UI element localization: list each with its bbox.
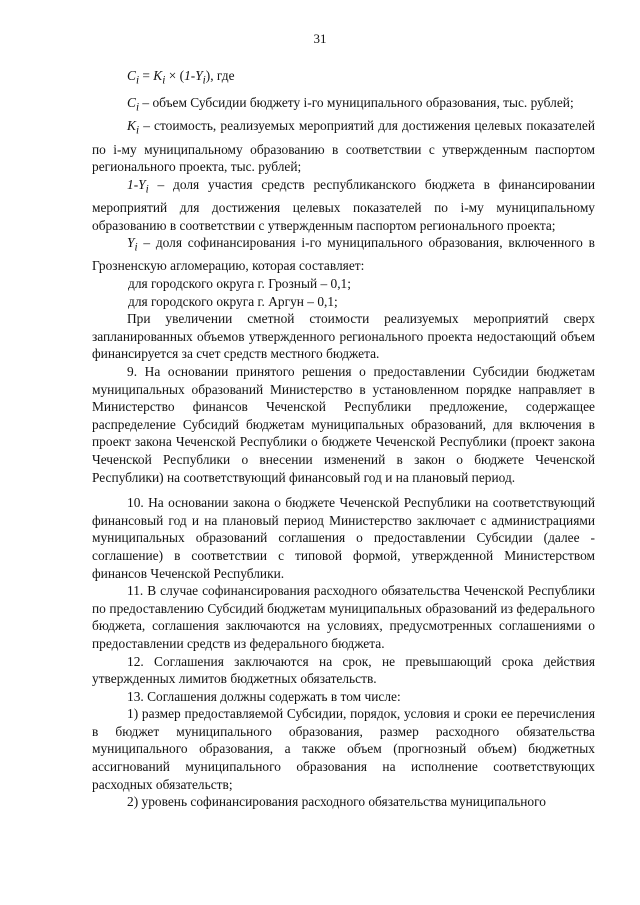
symbol-one-minus-y: 1-Y bbox=[127, 176, 146, 192]
symbol-y-sub: i bbox=[134, 241, 138, 254]
symbol-c-sub: i bbox=[135, 101, 140, 114]
symbol-y: Y bbox=[127, 235, 135, 251]
definition-k-text: – стоимость, реализуемых мероприятий для достижения целевых показателей по i-му муниципальному образованию в соответствии с утвержденным паспортом регионального проекта, тыс. рублей; bbox=[92, 118, 595, 175]
symbol-c: C bbox=[127, 95, 136, 110]
share-grozny: для городского округа г. Грозный – 0,1; bbox=[128, 276, 351, 292]
definition-one-minus-y-text: – доля участия средств республиканского бюджета в финансировании мероприятий для достижения целевых показателей по i-му муниципальному образованию в соответствии с утвержденным паспортом регионального проекта; bbox=[92, 176, 595, 233]
formula-k-sub: i bbox=[162, 74, 166, 87]
definition-k bbox=[92, 117, 595, 175]
formula-c: C bbox=[127, 68, 136, 83]
subsidy-formula bbox=[127, 67, 235, 90]
symbol-k-sub: i bbox=[135, 124, 140, 137]
paragraph-12: 12. Соглашения заключаются на срок, не превышающий срока действия утвержденных лимитов бюджетных обязательств. bbox=[92, 653, 595, 687]
formula-k: K bbox=[153, 68, 163, 83]
definition-y-text: – доля софинансирования i-го муниципального образования, включенного в Грозненскую агломерацию, которая составляет: bbox=[92, 235, 595, 274]
definition-c bbox=[92, 94, 595, 117]
formula-c-sub: i bbox=[135, 74, 140, 87]
formula-one-minus-y: 1-Y bbox=[184, 68, 203, 83]
share-argun: для городского округа г. Аргун – 0,1; bbox=[128, 293, 338, 309]
page-number: 31 bbox=[313, 31, 327, 46]
paragraph-11: 11. В случае софинансирования расходного обязательства Чеченской Республики по предоставлению Субсидий бюджетам муниципальных образований из федерального бюджета, соглашения заключаются на условиях, предусмотренных соглашениями о предоставлении средств из федерального бюджета. bbox=[92, 583, 595, 651]
paragraph-13-item-2: 2) уровень софинансирования расходного обязательства муниципального bbox=[127, 794, 546, 810]
definition-c-text: – объем Субсидии бюджету i-го муниципального образования, тыс. рублей; bbox=[139, 95, 574, 110]
paragraph-10: 10. На основании закона о бюджете Чеченской Республики на соответствующий финансовый год и на плановый период Министерство заключает с администрациями муниципальных образований соглашения о предоставлении Субсидии (далее - соглашение) в соответствии с типовой формой, утвержденной Министерством финансов Чеченской Республики. bbox=[92, 495, 595, 581]
formula-y-sub: i bbox=[202, 74, 206, 87]
symbol-k: K bbox=[127, 118, 136, 134]
definition-y bbox=[92, 234, 595, 275]
paragraph-13: 13. Соглашения должны содержать в том числе: bbox=[127, 688, 401, 704]
formula-tail: ), где bbox=[205, 68, 235, 83]
paragraph-13-item-1: 1) размер предоставляемой Субсидии, порядок, условия и сроки ее перечисления в бюджет муниципального образования, размер расходного обязательства муниципального образования, а также объем (прогнозный объем) бюджетных ассигнований муниципального образования на исполнение соответствующих расходных обязательств; bbox=[92, 706, 595, 792]
document-body bbox=[92, 94, 595, 811]
definition-one-minus-y bbox=[92, 176, 595, 234]
formula-eq: = bbox=[139, 68, 154, 83]
symbol-one-minus-y-sub: i bbox=[145, 183, 149, 196]
formula-times: × ( bbox=[165, 68, 185, 83]
paragraph-9: 9. На основании принятого решения о предоставлении Субсидии бюджетам муниципальных образований Министерство в установленном порядке направляет в Министерство финансов Чеченской Республики предложение, содержащее распределение Субсидий бюджетам муниципальных образований, для включения в проект закона Чеченской Республики о бюджете Чеченской Республики (проект закона Чеченской Республики о внесении изменений в закон о бюджете Чеченской Республики) на соответствующий финансовый год и на плановый период. bbox=[92, 364, 595, 485]
paragraph-cost-increase: При увеличении сметной стоимости реализуемых мероприятий сверх запланированных объемов утвержденного регионального проекта недостающий объем финансируется за счет средств местного бюджета. bbox=[92, 311, 595, 362]
